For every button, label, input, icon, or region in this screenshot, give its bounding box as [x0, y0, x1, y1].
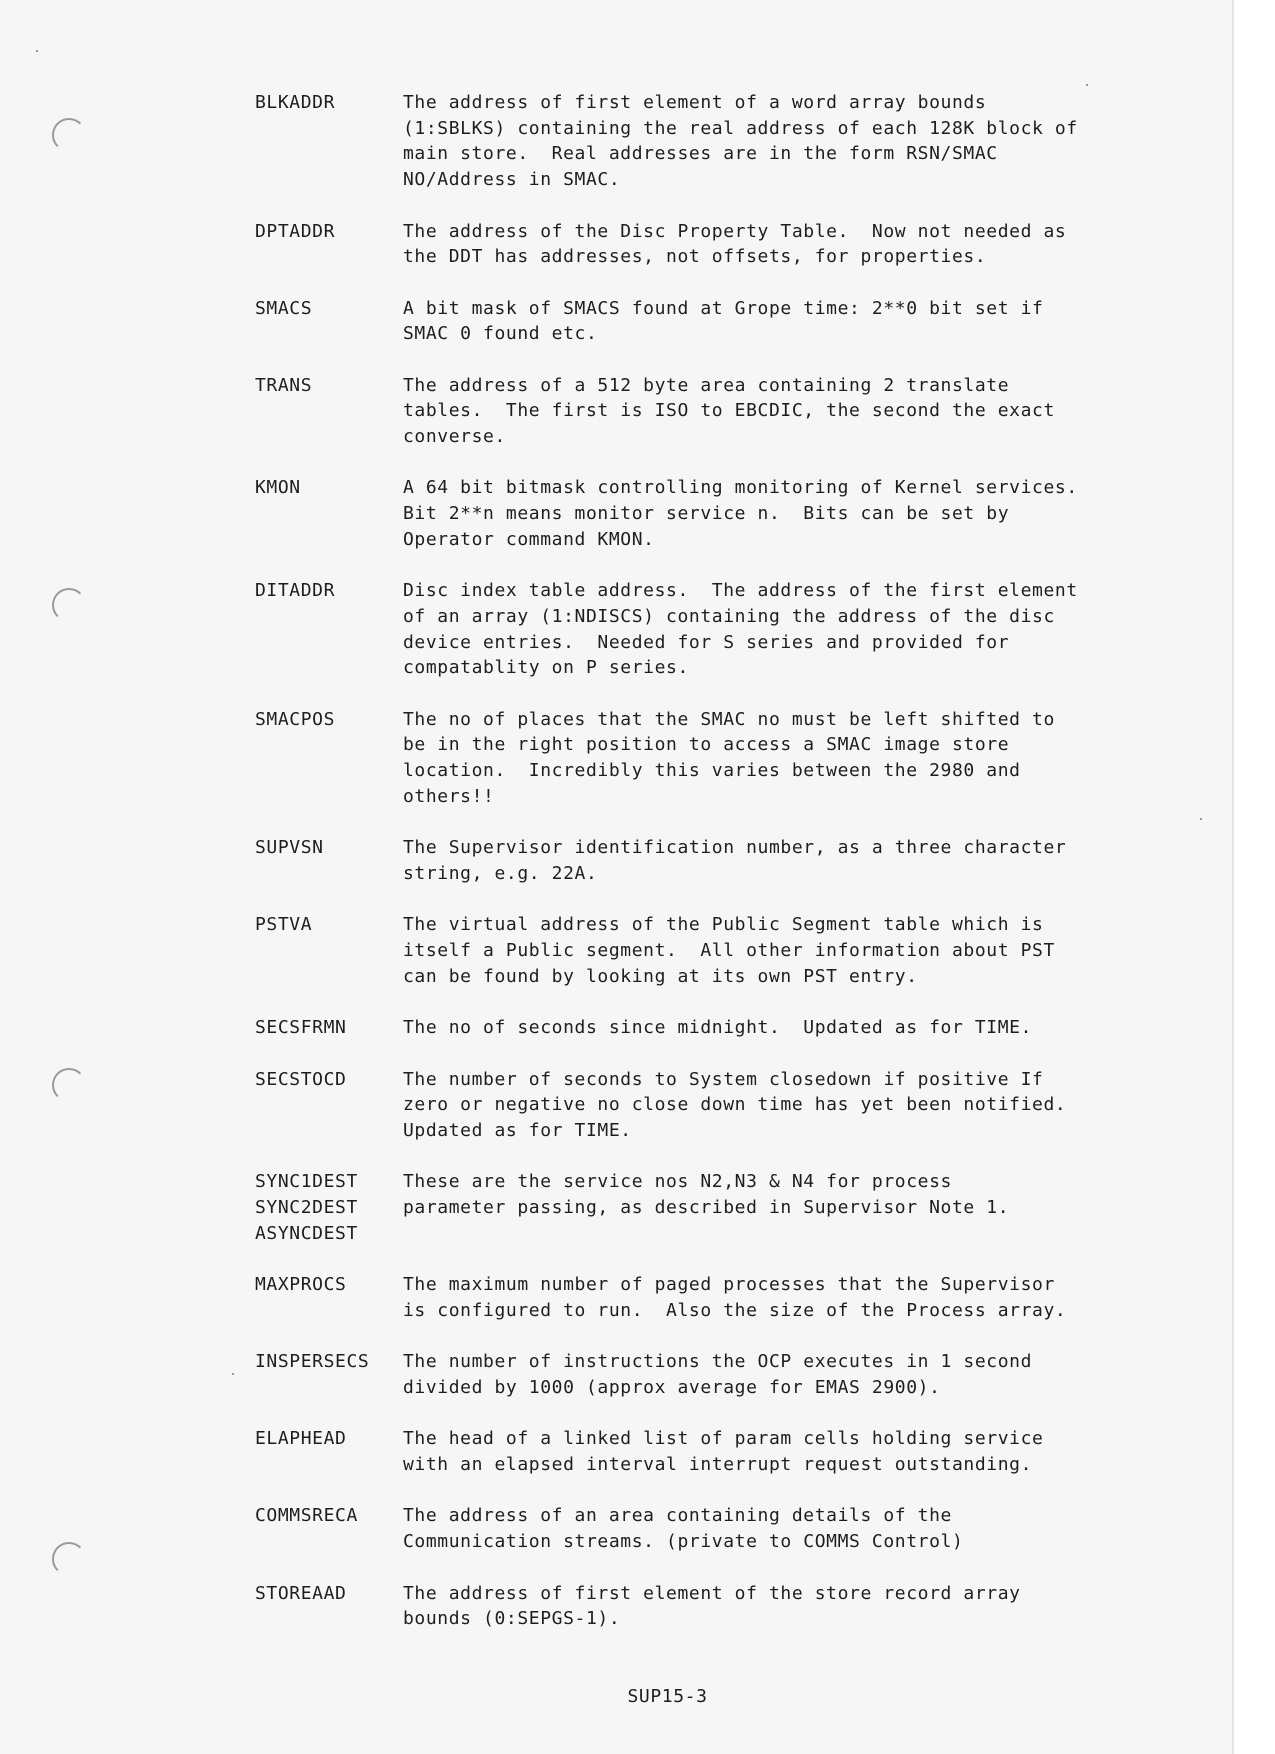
- description-line: parameter passing, as described in Supervisor Note 1.: [403, 1197, 1010, 1219]
- description-line: Disc index table address. The address of the first element: [403, 580, 1078, 602]
- description-line: The head of a linked list of param cells holding service: [403, 1428, 1044, 1450]
- description-line: Operator command KMON.: [403, 528, 655, 550]
- field-name-line: STOREAAD: [255, 1582, 347, 1604]
- field-name-line: SECSTOCD: [255, 1068, 347, 1090]
- field-description: [403, 578, 1125, 681]
- field-description: [403, 90, 1125, 193]
- description-line: The number of seconds to System closedown if positive If: [403, 1068, 1044, 1090]
- definition-list: [255, 90, 1125, 1658]
- field-name-line: SYNC2DEST: [255, 1197, 358, 1219]
- description-line: can be found by looking at its own PST entry.: [403, 965, 918, 987]
- field-name: [255, 835, 403, 886]
- description-line: The no of seconds since midnight. Updated as for TIME.: [403, 1017, 1033, 1039]
- field-description: [403, 835, 1125, 886]
- field-description: [403, 1503, 1125, 1554]
- description-line: with an elapsed interval interrupt request outstanding.: [403, 1454, 1033, 1476]
- field-name: [255, 90, 403, 193]
- description-line: others!!: [403, 785, 495, 807]
- definition-entry: [255, 1349, 1125, 1400]
- description-line: The Supervisor identification number, as a three character: [403, 837, 1067, 859]
- description-line: SMAC 0 found etc.: [403, 323, 598, 345]
- field-name-line: SYNC1DEST: [255, 1171, 358, 1193]
- description-line: divided by 1000 (approx average for EMAS 2900).: [403, 1376, 941, 1398]
- field-description: [403, 912, 1125, 989]
- description-line: string, e.g. 22A.: [403, 862, 598, 884]
- description-line: device entries. Needed for S series and provided for: [403, 631, 1010, 653]
- definition-entry: [255, 1067, 1125, 1144]
- field-description: [403, 1581, 1125, 1632]
- field-name-line: TRANS: [255, 374, 313, 396]
- description-line: The maximum number of paged processes that the Supervisor: [403, 1274, 1055, 1296]
- definition-entry: [255, 296, 1125, 347]
- scan-speck: [36, 50, 38, 52]
- field-description: [403, 1272, 1125, 1323]
- field-name: [255, 707, 403, 810]
- punch-hole-1: [52, 118, 86, 152]
- field-name-line: DITADDR: [255, 580, 336, 602]
- field-name: [255, 1503, 403, 1554]
- field-name-line: COMMSRECA: [255, 1505, 358, 1527]
- field-description: [403, 1169, 1125, 1246]
- field-description: [403, 1015, 1125, 1041]
- field-description: [403, 1067, 1125, 1144]
- definition-entry: [255, 1015, 1125, 1041]
- definition-entry: [255, 1581, 1125, 1632]
- definition-entry: [255, 707, 1125, 810]
- description-line: bounds (0:SEPGS-1).: [403, 1608, 621, 1630]
- description-line: Updated as for TIME.: [403, 1119, 632, 1141]
- definition-entry: [255, 475, 1125, 552]
- punch-hole-4: [52, 1542, 86, 1576]
- description-line: is configured to run. Also the size of the Process array.: [403, 1299, 1067, 1321]
- field-name-line: DPTADDR: [255, 220, 336, 242]
- field-name-line: SMACS: [255, 297, 313, 319]
- field-name-line: KMON: [255, 477, 301, 499]
- field-name: [255, 373, 403, 450]
- scan-speck: [232, 1373, 234, 1375]
- description-line: NO/Address in SMAC.: [403, 169, 621, 191]
- scan-speck: [1200, 818, 1202, 820]
- field-description: [403, 707, 1125, 810]
- field-name: [255, 475, 403, 552]
- description-line: Bit 2**n means monitor service n. Bits can be set by: [403, 503, 1010, 525]
- description-line: main store. Real addresses are in the form RSN/SMAC: [403, 143, 998, 165]
- field-name-line: SUPVSN: [255, 837, 324, 859]
- field-description: [403, 373, 1125, 450]
- definition-entry: [255, 1169, 1125, 1246]
- field-name: [255, 296, 403, 347]
- description-line: be in the right position to access a SMAC image store: [403, 734, 1010, 756]
- description-line: The no of places that the SMAC no must be left shifted to: [403, 708, 1055, 730]
- field-name: [255, 1426, 403, 1477]
- field-description: [403, 475, 1125, 552]
- field-name-line: SECSFRMN: [255, 1017, 347, 1039]
- description-line: converse.: [403, 426, 506, 448]
- description-line: The number of instructions the OCP executes in 1 second: [403, 1351, 1033, 1373]
- field-name: [255, 1272, 403, 1323]
- description-line: A 64 bit bitmask controlling monitoring of Kernel services.: [403, 477, 1078, 499]
- field-name-line: SMACPOS: [255, 708, 336, 730]
- field-name-line: MAXPROCS: [255, 1274, 347, 1296]
- field-description: [403, 296, 1125, 347]
- description-line: The address of first element of a word array bounds: [403, 92, 987, 113]
- description-line: zero or negative no close down time has yet been notified.: [403, 1094, 1067, 1116]
- definition-entry: [255, 1503, 1125, 1554]
- description-line: (1:SBLKS) containing the real address of each 128K block of: [403, 117, 1078, 139]
- scan-speck: [1086, 84, 1088, 86]
- description-line: the DDT has addresses, not offsets, for properties.: [403, 246, 987, 268]
- description-line: A bit mask of SMACS found at Grope time: 2**0 bit set if: [403, 297, 1044, 319]
- definition-entry: [255, 373, 1125, 450]
- description-line: itself a Public segment. All other information about PST: [403, 940, 1055, 962]
- field-description: [403, 1349, 1125, 1400]
- field-name: [255, 1349, 403, 1400]
- field-description: [403, 1426, 1125, 1477]
- field-name: [255, 1581, 403, 1632]
- page-number: SUP15-3: [627, 1686, 708, 1707]
- description-line: The virtual address of the Public Segment table which is: [403, 914, 1044, 936]
- punch-hole-2: [52, 588, 86, 622]
- description-line: The address of an area containing details of the: [403, 1505, 952, 1527]
- field-name-line: PSTVA: [255, 914, 313, 936]
- field-name: [255, 219, 403, 270]
- field-name: [255, 1169, 403, 1246]
- punch-hole-3: [52, 1068, 86, 1102]
- field-name-line: BLKADDR: [255, 92, 336, 113]
- definition-entry: [255, 578, 1125, 681]
- description-line: tables. The first is ISO to EBCDIC, the second the exact: [403, 400, 1055, 422]
- field-name: [255, 1015, 403, 1041]
- definition-entry: [255, 90, 1125, 193]
- description-line: These are the service nos N2,N3 & N4 for process: [403, 1171, 952, 1193]
- field-name: [255, 1067, 403, 1144]
- field-name: [255, 912, 403, 989]
- description-line: location. Incredibly this varies between the 2980 and: [403, 760, 1021, 782]
- field-description: [403, 219, 1125, 270]
- field-name-line: INSPERSECS: [255, 1351, 370, 1373]
- description-line: The address of the Disc Property Table. Now not needed as: [403, 220, 1067, 242]
- description-line: The address of first element of the store record array: [403, 1582, 1021, 1604]
- definition-entry: [255, 835, 1125, 886]
- definition-entry: [255, 1426, 1125, 1477]
- field-name-line: ASYNCDEST: [255, 1222, 358, 1244]
- field-name-line: ELAPHEAD: [255, 1428, 347, 1450]
- definition-entry: [255, 219, 1125, 270]
- description-line: The address of a 512 byte area containing 2 translate: [403, 374, 1010, 396]
- description-line: of an array (1:NDISCS) containing the address of the disc: [403, 605, 1055, 627]
- definition-entry: [255, 912, 1125, 989]
- description-line: Communication streams. (private to COMMS Control): [403, 1531, 964, 1553]
- description-line: compatablity on P series.: [403, 657, 689, 679]
- field-name: [255, 578, 403, 681]
- definition-entry: [255, 1272, 1125, 1323]
